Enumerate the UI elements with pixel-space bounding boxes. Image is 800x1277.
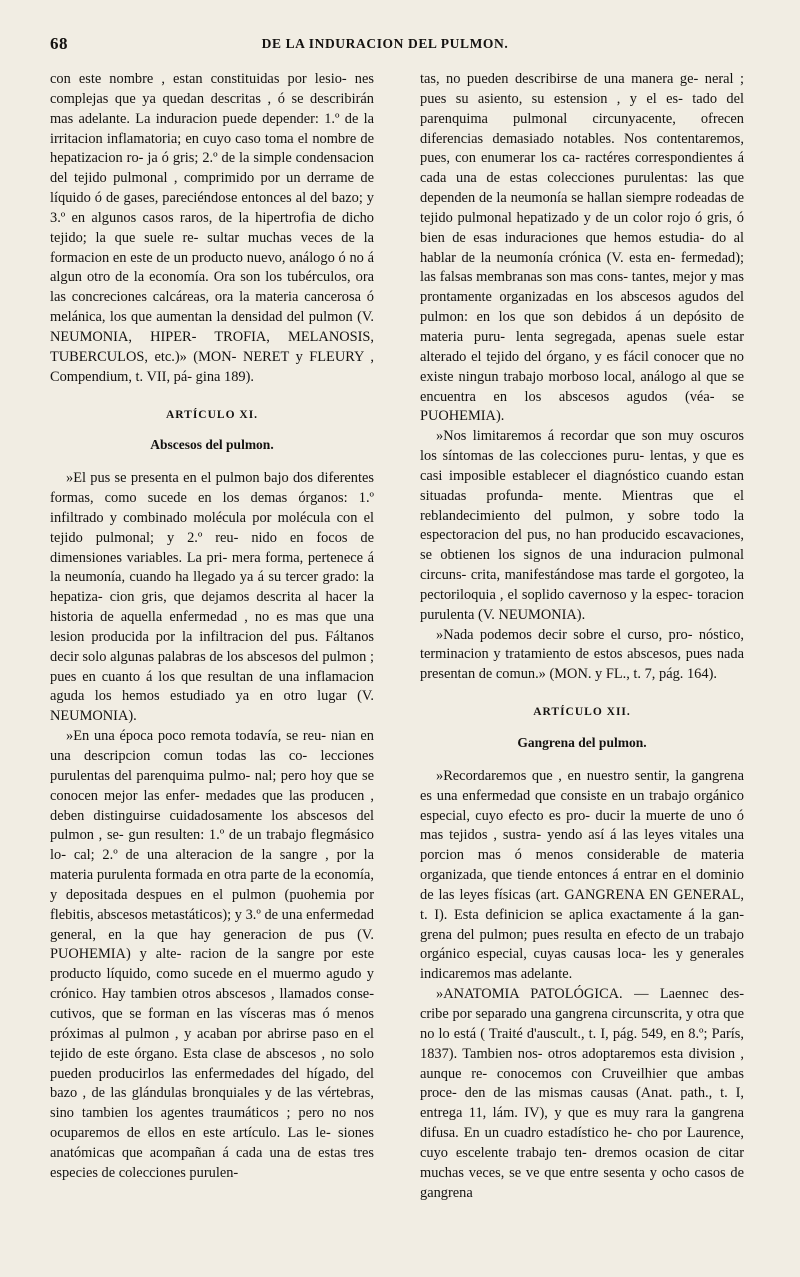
right-column [420,70,744,1203]
paragraph: tas, no pueden describirse de una manera ge- neral ; pues su asiento, su estension , y el es- tado del parenquima pulmonal circunyacente, ofrecen diferencias demasiado notables. Nos contentaremos, pues, con enumerar los ca- ractéres correspondientes á cada una de estas colecciones purulentas: las que dependen de la neumonía se hallan siempre rodeadas de tejido pulmonal hepatizado y de un color rojo ó gris, ó bien de esas induraciones que hemos estudia- do al hablar de la neumonía crónica (V. esta en- fermedad); las falsas membranas son mas cons- tantes, mejor y mas prontamente organizadas en los abscesos agudos del pulmon: en los que son debidos á un depósito de materia puru- lenta segregada, apenas suele estar alterado el tejido del órgano, y es fácil conocer que no existe ningun trabajo morboso local, análogo al que se encuentra en los abscesos agudos (véa- se PUOHEMIA). [420,71,744,425]
article-number: ARTÍCULO XI. [165,408,259,421]
article-title: Abscesos del pulmon. [150,437,274,453]
paragraph: »Recordaremos que , en nuestro sentir, la gangrena es una enfermedad que consiste en un trabajo orgánico especial, cuyo efecto es pro- ducir la muerte de uno ó mas tejidos , sustra- yendo así á las leyes vitales una porcion mas ó menos considerable de materia organizada, que tiende entonces á entrar en el dominio de las leyes físicas (art. GANGRENA EN GENERAL, t. I). Esta definicion se aplica exactamente á la gan- grena del pulmon; pues resulta en efecto de un trabajo orgánico especial, cuyas causas loca- les y generales indicaremos mas adelante. [420,767,744,983]
paragraph: »Nada podemos decir sobre el curso, pro- nóstico, terminacion y tratamiento de estos abscesos, pues nada presentan de comun.» (MON. y FL., t. 7, pág. 164). [420,626,744,683]
paragraph: »El pus se presenta en el pulmon bajo dos diferentes formas, como sucede en los demas órganos: 1.º infiltrado y combinado molécula por molécula con el tejido pulmonal; y 2.º reu- nido en focos de dimensiones variables. La pri- mera forma, pertenece á la neumonía, cuando ha llegado ya á su tercer grado: la hepatiza- cion gris, que dejamos descrita al hacer la historia de aquella enfermedad , no es mas que una lesion producida por la infiltracion del pus. Fáltanos decir solo algunas palabras de los abscesos del pulmon ; pues en cuanto á los que resultan de una inflamacion aguda los hemos estudiado ya en otro lugar (V. NEUMONIA). [50,470,374,725]
paragraph: con este nombre , estan constituidas por lesio- nes complejas que ya quedan descritas , ó se describirán mas adelante. La induracion puede depender: 1.º de la irritacion inflamatoria; en cuyo caso toma el nombre de hepatizacion ro- ja ó gris; 2.º de la simple condensacion del tejido pulmonal , comprimido por un derrame de líquido ó de gases, pareciéndose entonces al del bazo; y 3.º en algunos casos raros, de la hipertrofia de dicho tejido; la que suele re- sultar muchas veces de la formacion en este de un producto nuevo, análogo ó no á algun otro de la economía. Ora son los tubérculos, ora las concreciones calcáreas, ora la materia cancerosa ó melánica, los que aumentan la densidad del pulmon (V. NEUMONIA, HIPER- TROFIA, MELANOSIS, TUBERCULOS, etc.)» (MON- NERET y FLEURY , Compendium, t. VII, pá- gina 189). [50,71,374,385]
paragraph: »En una época poco remota todavía, se reu- nian en una descripcion comun todas las co- lecciones purulentas del parenquima pulmo- nal; pero hoy que se conocen mejor las enfer- medades que las producen , deben distinguirse cuidadosamente los abscesos del pulmon , se- gun resulten: 1.º de un trabajo flegmásico lo- cal; 2.º de una alteracion de la sangre , por la materia purulenta formada en otra parte de la economía, y depositada despues en el pulmon (puohemia por flebitis, abscesos metastáticos); y 3.º de una enfermedad general, en la que hay generacion de pus (V. PUOHEMIA) y alte- racion de la sangre por este producto líquido, como sucede en el muermo agudo y crónico. Hay tambien otros abscesos , llamados conse- cutivos, que se forman en las vísceras mas ó menos próximas al pulmon , y acaban por abrirse paso en el tejido de este órgano. Esta clase de abscesos , no solo pueden producirlos las enfermedades del hígado, del bazo , de las glándulas bronquiales y de las vértebras, sino tambien los agentes traumáticos ; pero no nos ocuparemos de ellos en este artículo. Las le- siones anatómicas que acompañan á cada una de estas tres especies de colecciones purulen- [50,728,374,1181]
page-number: 68 [50,34,68,53]
page-header [50,34,720,56]
paragraph: »Nos limitaremos á recordar que son muy oscuros los síntomas de las colecciones puru- lentas, y que es casi imposible establecer el diagnóstico cuando estan situadas profunda- mente. Mientras que el reblandecimiento del pulmon, y sobre todo la espectoracion del pus, no han producido escavaciones, se obtienen los signos de una induracion pulmonal circuns- crita, manifestándose mas tarde el gorgoteo, la pectoriloquia , el soplido cavernoso y la espec- toracion purulenta (V. NEUMONIA). [420,428,744,623]
paragraph: »ANATOMIA PATOLÓGICA. — Laennec des- cribe por separado una gangrena circunscrita, y otra que no lo está ( Traité d'auscult., t. I, pág. 549, en 8.º; París, 1837). Tambien nos- otros adoptaremos esta division , aunque re- conocemos con Cruveilhier que ambas proce- den de las mismas causas (Anat. path., t. I, entrega 11, lám. IV), y que es muy rara la gangrena difusa. En un cuadro estadístico he- cho por Laurence, cuyo escelente trabajo ten- dremos ocasion de citar muchas veces, se ve que entre sesenta y ocho casos de gangrena [420,986,744,1201]
article-number: ARTÍCULO XII. [533,706,631,719]
article-title: Gangrena del pulmon. [517,735,647,750]
running-head: DE LA INDURACION DEL PULMON. [261,36,509,51]
left-column [50,70,374,1184]
